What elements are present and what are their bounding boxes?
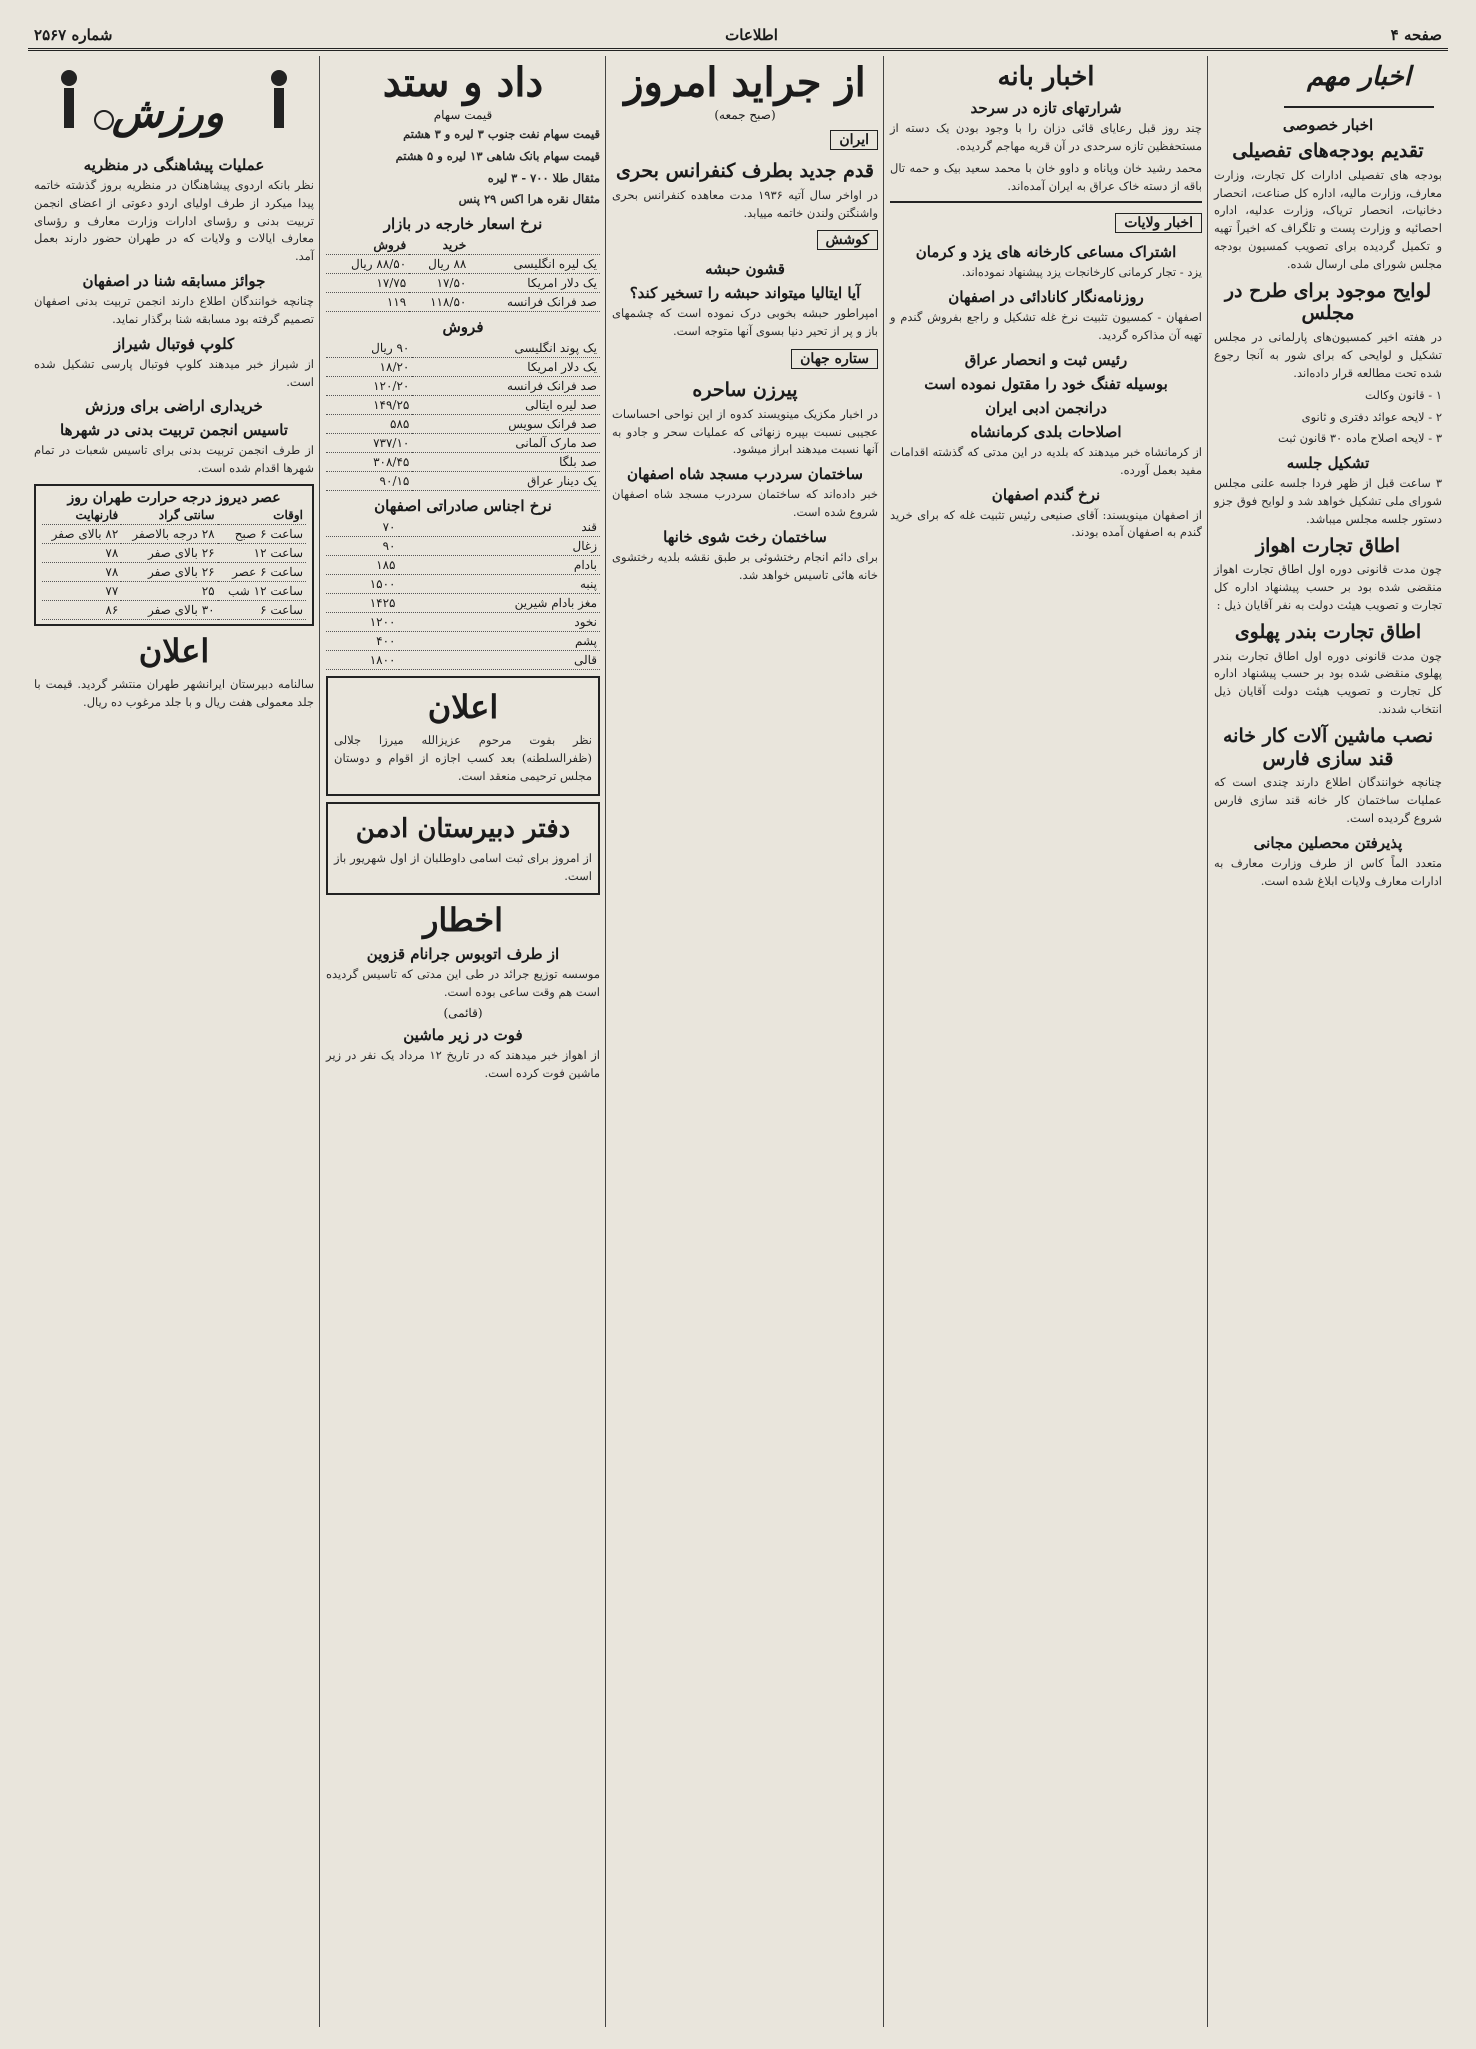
table-cell: صد فرانک سویس [412, 415, 600, 434]
table-cell: ۸۸ ریال [409, 255, 469, 274]
headline: اصلاحات بلدی کرمانشاه [970, 422, 1122, 441]
goods-table [326, 518, 600, 670]
column-todays-press [606, 56, 884, 2027]
table-cell: ۱۴۹/۲۵ [326, 396, 412, 415]
athlete-figure-icon [264, 70, 294, 140]
page-number: صفحه ۴ [1390, 26, 1442, 44]
section-heading: اخبار خصوصی [1282, 116, 1374, 134]
sports-illustration [34, 60, 314, 150]
table-row [326, 518, 600, 537]
table-cell: صد فرانک فرانسه [469, 293, 600, 312]
ad-title: دفتر دبیرستان ادمن [355, 813, 571, 844]
headline: اطاق تجارت اهواز [1255, 534, 1401, 557]
table-cell: پشم [399, 632, 601, 651]
column-header: اوقات [218, 506, 306, 525]
column-private-news [1208, 56, 1448, 2027]
article-text: از طرف انجمن تربیت بدنی برای تاسیس شعبات در تمام شهرها اقدام شده است. [34, 443, 314, 476]
currency-table [326, 339, 600, 491]
table-cell: پنبه [399, 575, 601, 594]
stock-line: قیمت سهام بانک شاهی ۱۳ لیره و ۵ هشتم [395, 148, 600, 163]
headline: قدم جدید بطرف کنفرانس بحری [616, 160, 874, 182]
table-cell: ۲۶ بالای صفر [121, 562, 217, 581]
headline: تقدیم بودجه‌های تفصیلی [1232, 140, 1424, 162]
table-cell: ساعت ۱۲ [218, 543, 306, 562]
table-cell: ۴۰۰ [326, 632, 399, 651]
table-row [326, 537, 600, 556]
table-cell: صد مارک آلمانی [412, 434, 600, 453]
headline: ساختمان سردرب مسجد شاه اصفهان [627, 465, 863, 484]
headline: اشتراک مساعی کارخانه های یزد و کرمان [915, 243, 1177, 262]
article-text: محمد رشید خان وپاناه و داوو خان با محمد سعید بیک و حمه تال باقه از دسته خاک عراق به ایران آمده‌اند. [890, 160, 1202, 193]
ad-box [326, 676, 600, 795]
ad-title: اعلان [138, 631, 210, 670]
table-cell: ۵۸۵ [326, 415, 412, 434]
table-cell: ۱۷/۷۵ [326, 274, 409, 293]
column-header: فروش [326, 236, 409, 255]
table-row [326, 255, 600, 274]
column-header: سانتی گراد [121, 506, 217, 525]
table-cell: ۱۴۲۵ [326, 594, 399, 613]
headline: تاسیس انجمن تربیت بدنی در شهرها [60, 421, 288, 440]
article-text: چند روز قبل رعایای قائی دزان را با وجود بودن یک دسته از مستحفظین تازه سرحدی در آن قریه مهاجم گردیده. [890, 121, 1202, 153]
article-text: از اصفهان مینویسند: آقای صنیعی رئیس تثبیت غله که برای خرید گندم به اصفهان آمده بودند. [890, 507, 1202, 540]
article-text: در هفته اخیر کمسیون‌های پارلمانی در مجلس تشکیل و لوایحی که برای شور به آنجا رجوع شده تحت مطالعه قرار داده‌اند. [1214, 330, 1442, 380]
column-header: فارنهایت [42, 506, 121, 525]
table-row [326, 396, 600, 415]
section-tag: کوشش [817, 230, 878, 250]
table-cell: صد فرانک فرانسه [412, 377, 600, 396]
section-tag: ستاره جهان [791, 349, 878, 369]
table-cell: ۱۱۹ [326, 293, 409, 312]
article-text: نظر بانکه اردوی پیشاهنگان در منظریه بروز گذشته خاتمه پیدا میکرد از طرف اولیای اردو دعوتی از اعضای انجمن تربیت بدنی و رؤسای ادارات وزارت معارف و رؤسای معارف ایالات و ولایات که در طهران حضور دارند بعمل آمد. [34, 178, 314, 264]
section-subtitle: (صبح جمعه) [714, 108, 776, 122]
headline: کلوپ فوتبال شیراز [113, 334, 235, 353]
article-text: چنانچه خوانندگان اطلاع دارند چندی است که عملیات ساختمان کار خانه قند سازی فارس شروع گردیده است. [1214, 775, 1442, 826]
table-cell: ۸۶ [42, 600, 121, 619]
table-cell: مغز بادام شیرین [399, 594, 601, 613]
section-heading: داد و ستد [382, 59, 544, 106]
ad-text: از امروز برای ثبت اسامی داوطلبان از اول شهریور باز است. [334, 850, 592, 883]
table-cell: یک دینار عراق [412, 472, 600, 491]
table-row [326, 358, 600, 377]
stock-line: قیمت سهام نفت جنوب ۳ لیره و ۳ هشتم [403, 127, 600, 141]
table-row [326, 632, 600, 651]
table-row [326, 434, 600, 453]
divider [890, 201, 1202, 203]
headline: قشون حبشه [705, 260, 785, 279]
table-cell: یک دلار امریکا [469, 274, 600, 293]
table-cell: ۳۰۸/۴۵ [326, 453, 412, 472]
athlete-figure-icon [54, 70, 84, 140]
table-cell: ۱۲۰۰ [326, 613, 399, 632]
table-row [326, 575, 600, 594]
table-cell: زغال [399, 537, 601, 556]
article-text: در اخبار مکزیک مینویسند کدوه از این نواحی احساسات عجیبی نسبت بپیره زنهائی که عملیات سحر و جادو به آنها نسبت میدهند ابراز میشود. [612, 406, 878, 457]
ad-text: سالنامه دبیرستان ایرانشهر طهران منتشر گردید. قیمت با جلد معمولی هفت ریال و با جلد مرغوب ده ریال. [34, 676, 314, 709]
headline: لوایح موجود برای طرح در مجلس [1224, 279, 1432, 325]
table-row [326, 594, 600, 613]
ad-text: نظر بفوت مرحوم عزیزالله میرزا جلالی (ظفرالسلطنه) بعد کسب اجازه از اقوام و دوستان مجلس ترحیمی منعقد است. [334, 733, 592, 783]
article-text: از کرمانشاه خبر میدهند که بلدیه در این مدتی که گذشته اقدامات مفید بعمل آورده. [890, 444, 1202, 477]
table-cell: قند [399, 518, 601, 537]
headline: جوائز مسابقه شنا در اصفهان [82, 272, 266, 291]
table-cell: ساعت ۶ [218, 600, 306, 619]
weather-table [42, 506, 306, 620]
table-row [326, 415, 600, 434]
table-cell: ۷۷ [42, 581, 121, 600]
newspaper-page [28, 22, 1448, 2027]
table-cell: ۲۸ درجه بالاصفر [121, 524, 217, 543]
table-row [42, 524, 306, 543]
article-text: اصفهان - کمسیون تثبیت نرخ غله تشکیل و راجع بفروش گندم و تهیه آن مذاکره گردید. [890, 310, 1202, 343]
section-heading: از جراید امروز [624, 59, 866, 106]
headline: عملیات پیشاهنگی در منظریه [83, 156, 265, 174]
table-cell: یک پوند انگلیسی [412, 339, 600, 358]
list-item: ۱ - قانون وکالت [1365, 387, 1442, 402]
headline: شرارتهای تازه در سرحد [970, 99, 1122, 118]
section-heading: اخبار بانه [997, 62, 1095, 92]
table-cell: ۷۸ [42, 562, 121, 581]
table-cell: بادام [399, 556, 601, 575]
table-cell: ۱۵۰۰ [326, 575, 399, 594]
headline: نرخ گندم اصفهان [991, 485, 1101, 504]
headline: پیرزن ساحره [692, 379, 798, 402]
article-text: چون مدت قانونی دوره اول اطاق تجارت بندر پهلوی منقضی شده بود بر حسب پیشنهاد اداره کل تجارت و تصویب هیئت دولت آقایان ذیل انتخاب شدند. [1214, 648, 1442, 717]
headline: ساختمان رخت شوی خانها [663, 527, 827, 546]
table-cell: صد لیره ایتالی [412, 396, 600, 415]
list-item: ۲ - لایحه عوائد دفتری و ثانوی [1301, 409, 1442, 424]
article-text: در اواخر سال آتیه ۱۹۳۶ مدت معاهده کنفرانس بحری واشنگتن ولندن خاتمه مییابد. [612, 187, 878, 220]
list-item: ۳ - لایحه اصلاح ماده ۳۰ قانون ثبت [1278, 431, 1442, 446]
signature: (قائمی) [443, 1005, 483, 1020]
table-cell: ۱۸۰۰ [326, 651, 399, 670]
article-text: متعدد الماً کاس از طرف وزارت معارف به ادارات معارف ولایات ابلاغ شده است. [1214, 855, 1442, 888]
table-cell: قالی [399, 651, 601, 670]
column-header: خرید [409, 236, 469, 255]
table-row [42, 562, 306, 581]
headline: درانجمن ادبی ایران [985, 398, 1107, 417]
headline: اطاق تجارت بندر پهلوی [1234, 620, 1422, 643]
table-cell: یک لیره انگلیسی [469, 255, 600, 274]
table-cell: ۹۰/۱۵ [326, 472, 412, 491]
table-cell: ۷۸ [42, 543, 121, 562]
headline: نصب ماشین آلات کار خانه قند سازی فارس [1223, 724, 1433, 770]
table-cell: ۸۸/۵۰ ریال [326, 255, 409, 274]
table-cell: ۱۷/۵۰ [409, 274, 469, 293]
table-cell: ۷۳۷/۱۰ [326, 434, 412, 453]
stock-line: مثقال طلا ۷۰۰ - ۳ لیره [487, 170, 600, 185]
table-cell: ۱۸۵ [326, 556, 399, 575]
table-cell: ساعت ۶ عصر [218, 562, 306, 581]
masthead [28, 22, 1448, 51]
article-text: چنانچه خوانندگان اطلاع دارند انجمن تربیت بدنی اصفهان تصمیم گرفته بود مسابقه شنا برگذار نماید. [34, 294, 314, 326]
headline: تشکیل جلسه [1286, 454, 1370, 473]
article-text: چون مدت قانونی دوره اول اطاق تجارت اهواز منقضی شده بود بر حسب پیشنهاد اداره کل تجارت و تصویب هیئت دولت به نفر آقایان ذیل : [1214, 562, 1442, 612]
table-cell: ۱۱۸/۵۰ [409, 293, 469, 312]
headline: فروش [442, 318, 484, 337]
news-stamp: اخبار مهم [1284, 62, 1434, 108]
column-trade [320, 56, 606, 2027]
article-text: یزد - تجار کرمانی کارخانجات یزد پیشنهاد نموده‌اند. [961, 265, 1202, 280]
section-subtitle: قیمت سهام [433, 108, 493, 122]
article-text: بودجه های تفصیلی ادارات کل تجارت، وزارت معارف، وزارت مالیه، اداره کل صناعت، انحصار دخانیات، انحصار تریاک، وزارت عدلیه، اداره احصائیه و وزارت پست و تلگراف که اخیراً تهیه و تکمیل گردیده برای تصویب کمسیون بودجه مجلس شورای ملی ارسال شده. [1214, 167, 1442, 271]
column-bane-news [884, 56, 1208, 2027]
stock-line: مثقال نقره هرا اکس ۲۹ پنس [458, 192, 600, 207]
section-tag: اخبار ولایات [1115, 213, 1202, 233]
issue-number: شماره ۲۵۶۷ [34, 26, 113, 44]
table-row [326, 651, 600, 670]
table-cell: نخود [399, 613, 601, 632]
headline: نرخ اسعار خارجه در بازار [383, 215, 543, 234]
table-cell: ۲۵ [121, 581, 217, 600]
headline: خریداری اراضی برای ورزش [85, 397, 263, 416]
table-cell: ۷۰ [326, 518, 399, 537]
table-row [326, 453, 600, 472]
table-row [326, 472, 600, 491]
table-cell: ۲۶ بالای صفر [121, 543, 217, 562]
column-sports [28, 56, 320, 2027]
article-text: از شیراز خبر میدهند کلوپ فوتبال پارسی تشکیل شده است. [34, 356, 314, 389]
headline: بوسیله تفنگ خود را مقتول نموده است [924, 374, 1168, 393]
headline: نرخ اجناس صادراتی اصفهان [374, 497, 552, 516]
notice-title: اخطار [422, 901, 504, 940]
headline: رئیس ثبت و انحصار عراق [964, 350, 1128, 369]
table-row [42, 543, 306, 562]
article-text: از اهواز خبر میدهند که در تاریخ ۱۲ مرداد یک نفر در زیر ماشین فوت کرده است. [326, 1047, 600, 1080]
table-row [42, 600, 306, 619]
ad-title: اعلان [427, 688, 499, 727]
weather-box [34, 484, 314, 626]
currency-table [326, 236, 600, 312]
table-cell: ۱۸/۲۰ [326, 358, 412, 377]
table-cell: ۳۰ بالای صفر [121, 600, 217, 619]
article-text: خبر داده‌اند که ساختمان سردرب مسجد شاه اصفهان شروع شده است. [612, 487, 878, 520]
sports-title: ورزش [111, 88, 224, 137]
table-row [326, 293, 600, 312]
table-row [42, 581, 306, 600]
table-cell: ساعت ۶ صبح [218, 524, 306, 543]
article-text: ۳ ساعت قبل از ظهر فردا جلسه علنی مجلس شورای ملی تشکیل خواهد شد و لوایح فوق جزو دستور جلسه مجلس میباشد. [1214, 476, 1442, 526]
table-row [326, 339, 600, 358]
table-cell: ۱۲۰/۲۰ [326, 377, 412, 396]
headline: روزنامه‌نگار کانادائی در اصفهان [948, 288, 1144, 307]
headline: از طرف اتوبوس جرانام قزوین [366, 945, 560, 964]
article-text: موسسه توزیع جرائد در طی این مدتی که تاسیس گردیده است هم وقت ساعی بوده است. [326, 967, 600, 1000]
table-row [326, 377, 600, 396]
table-cell: ۹۰ ریال [326, 339, 412, 358]
table-row [326, 556, 600, 575]
article-text: امپراطور حبشه بخوبی درک نموده است که چشمهای باز و پر از تحیر دنیا بسوی آنها متوجه است. [612, 306, 878, 339]
table-cell: ۹۰ [326, 537, 399, 556]
table-cell: صد بلگا [412, 453, 600, 472]
ad-box [326, 802, 600, 896]
table-row [326, 613, 600, 632]
section-tag: ایران [830, 130, 878, 150]
table-cell: ۸۲ بالای صفر [42, 524, 121, 543]
article-text: برای دائم انجام رختشوئی بر طبق نقشه بلدیه رختشوی خانه هائی تاسیس خواهد شد. [612, 549, 878, 582]
table-cell: یک دلار امریکا [412, 358, 600, 377]
headline: پذیرفتن محصلین مجانی [1253, 833, 1403, 852]
headline: آیا ایتالیا میتواند حبشه را تسخیر کند؟ [629, 284, 861, 303]
newspaper-name: اطلاعات [725, 26, 778, 44]
table-cell: ساعت ۱۲ شب [218, 581, 306, 600]
headline: فوت در زیر ماشین [403, 1025, 523, 1044]
weather-title: عصر دیروز درجه حرارت طهران روز [67, 489, 281, 506]
table-row [326, 274, 600, 293]
